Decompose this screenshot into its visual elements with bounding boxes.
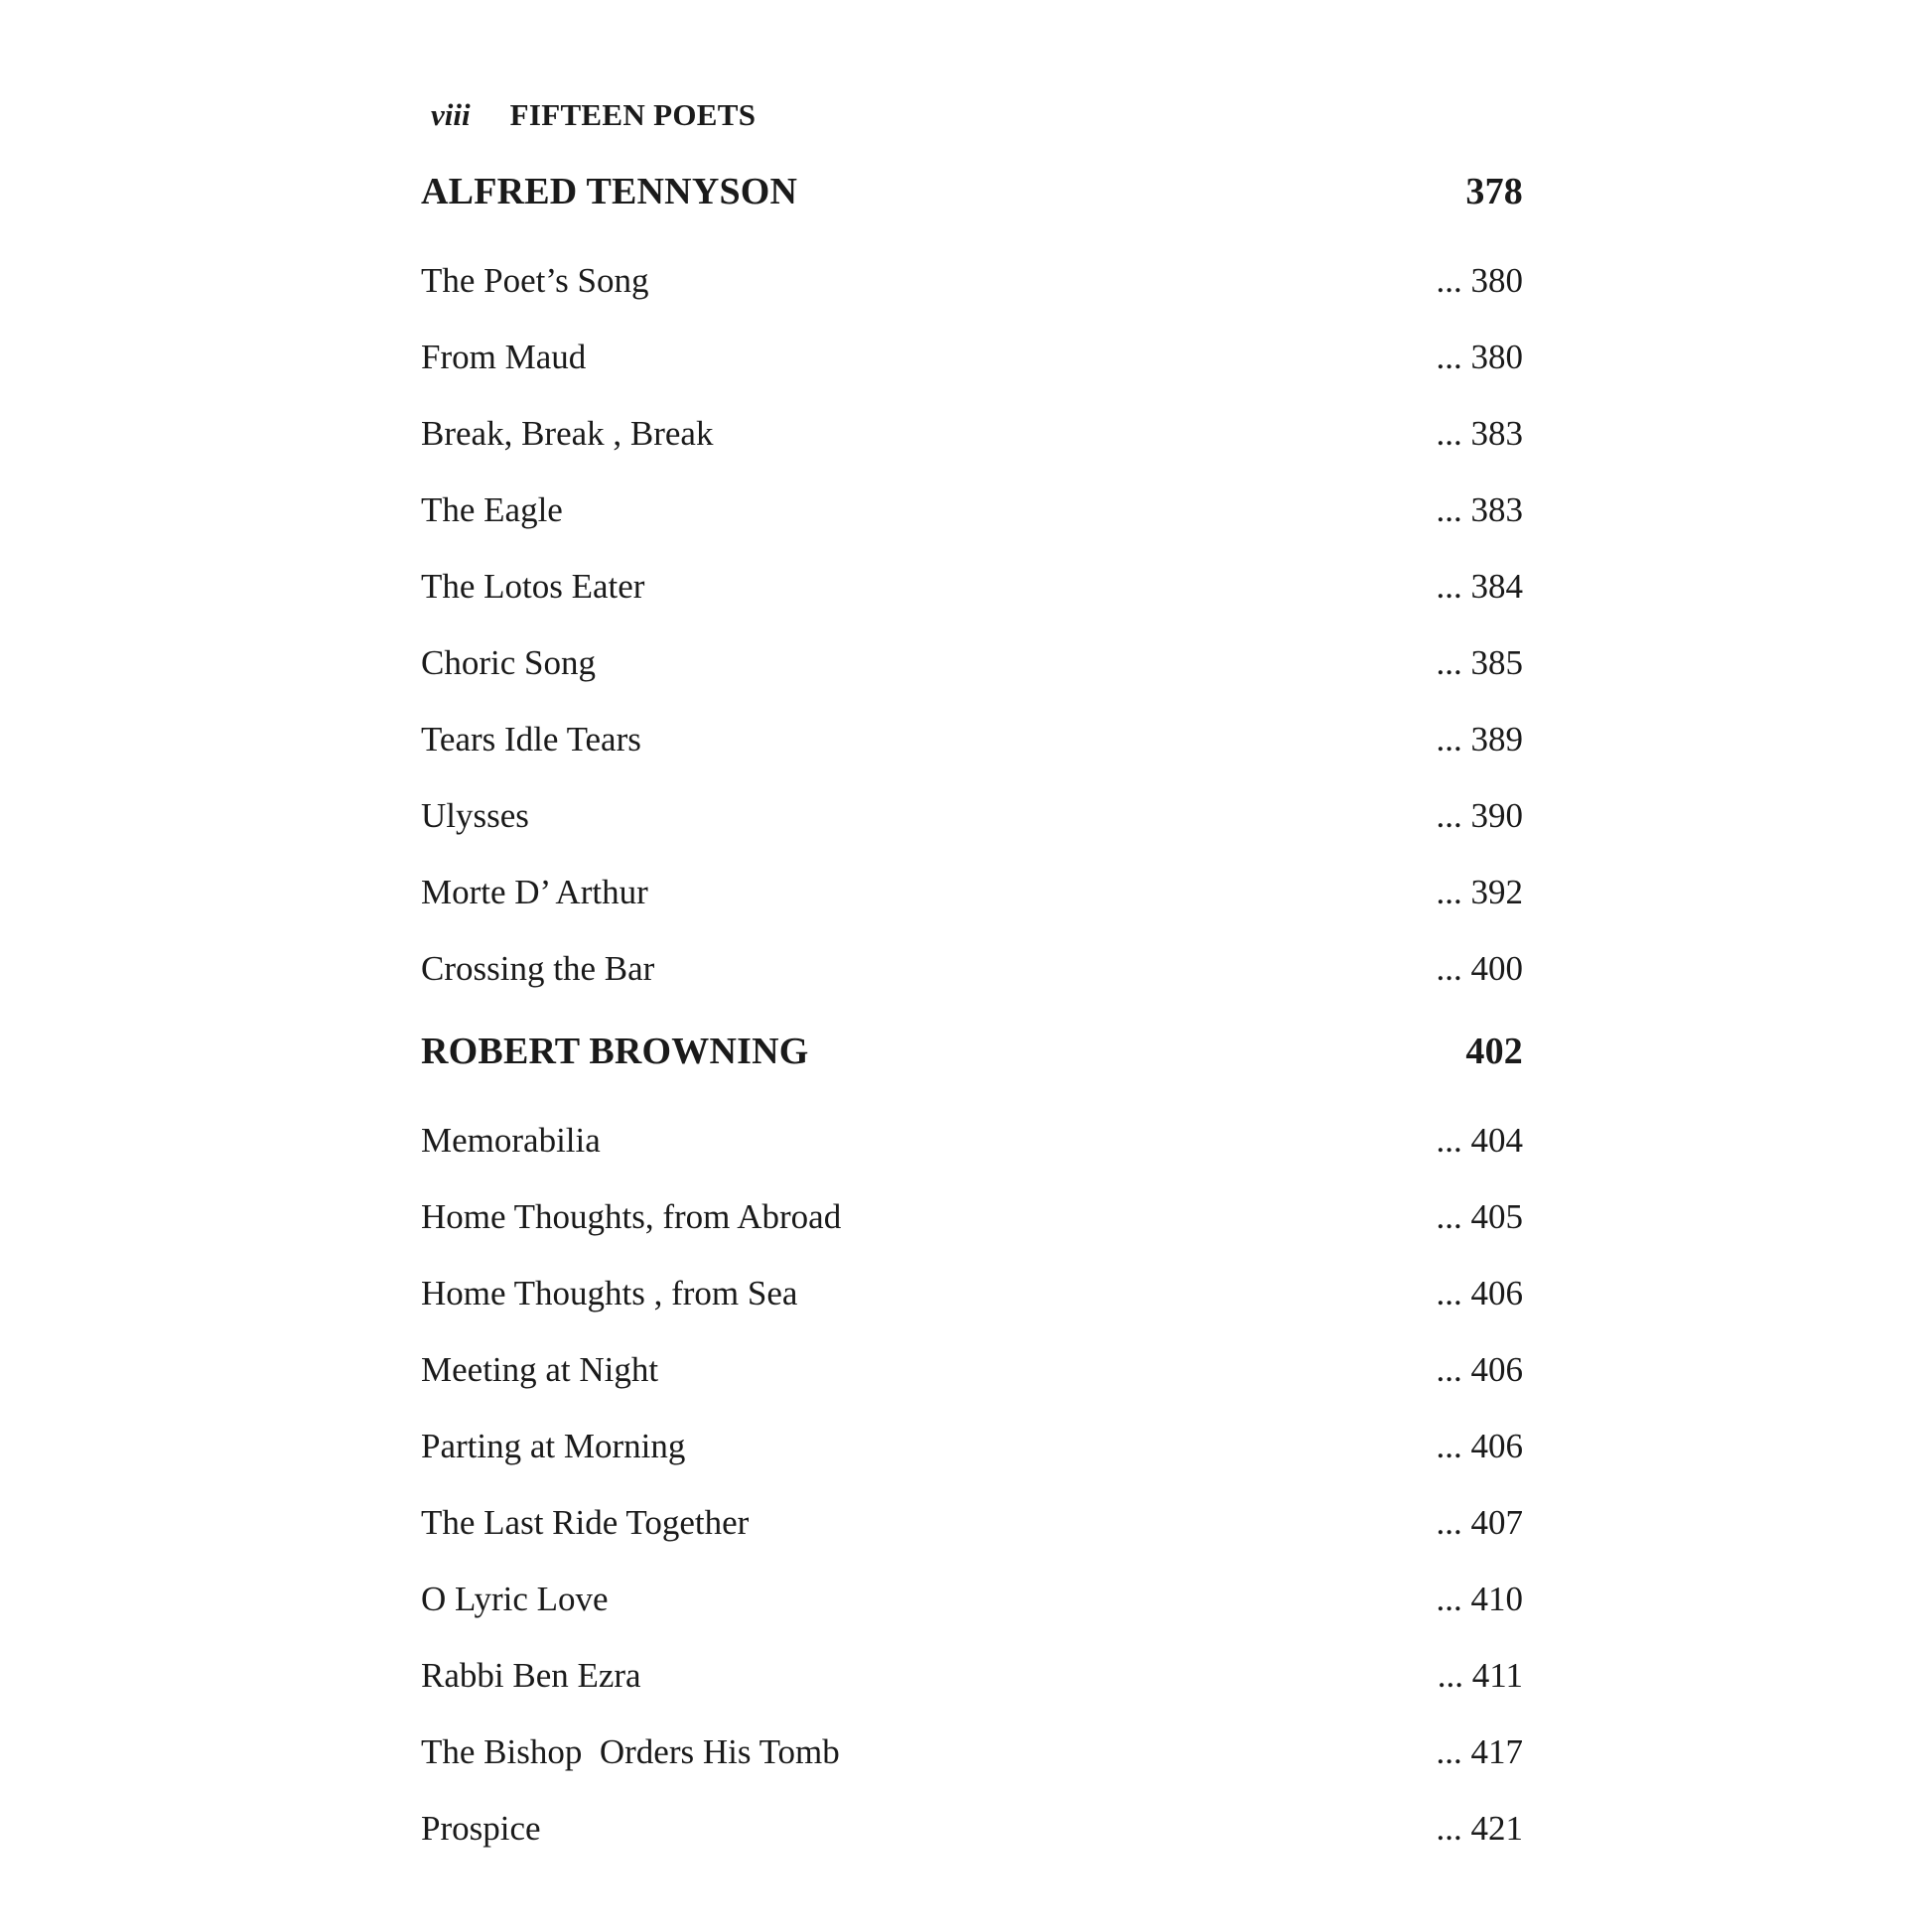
poem-page-number: ... 400 <box>1436 949 1523 988</box>
toc-entry <box>421 328 1523 377</box>
poem-title: The Poet’s Song <box>421 261 649 300</box>
toc-entry <box>421 404 1523 454</box>
poem-title: Home Thoughts , from Sea <box>421 1274 798 1312</box>
toc-entry <box>421 710 1523 759</box>
poem-page-number: ... 384 <box>1436 567 1523 606</box>
toc-entry <box>421 1570 1523 1619</box>
poem-title: Rabbi Ben Ezra <box>421 1656 641 1695</box>
poem-title: Home Thoughts, from Abroad <box>421 1197 842 1236</box>
toc-entry <box>421 786 1523 836</box>
poem-title: Prospice <box>421 1809 541 1848</box>
toc-entry <box>421 863 1523 912</box>
author-page-number: 402 <box>1465 1031 1523 1072</box>
toc-entry <box>421 1417 1523 1466</box>
poem-page-number: ... 411 <box>1437 1656 1523 1695</box>
toc-entry <box>421 481 1523 530</box>
poem-page-number: ... 404 <box>1436 1121 1523 1160</box>
section-heading-browning <box>421 1024 1523 1073</box>
poem-page-number: ... 406 <box>1436 1427 1523 1465</box>
author-page-number: 378 <box>1465 171 1523 212</box>
poem-page-number: ... 385 <box>1436 643 1523 682</box>
poem-page-number: ... 406 <box>1436 1350 1523 1389</box>
poem-title: Tears Idle Tears <box>421 720 641 759</box>
poem-page-number: ... 407 <box>1436 1503 1523 1542</box>
toc-entry <box>421 557 1523 607</box>
toc-entry <box>421 1493 1523 1543</box>
page-folio: viii <box>431 97 471 132</box>
poem-page-number: ... 383 <box>1436 490 1523 529</box>
poem-title: From Maud <box>421 338 587 376</box>
poem-page-number: ... 405 <box>1436 1197 1523 1236</box>
toc-entry <box>421 1264 1523 1313</box>
poem-page-number: ... 383 <box>1436 414 1523 453</box>
toc-entry <box>421 1799 1523 1849</box>
author-name: ALFRED TENNYSON <box>421 171 798 212</box>
toc-entry <box>421 1646 1523 1696</box>
poem-title: O Lyric Love <box>421 1580 609 1618</box>
running-head <box>431 97 756 137</box>
poem-title: Morte D’ Arthur <box>421 873 648 911</box>
poem-page-number: ... 417 <box>1436 1732 1523 1771</box>
poem-title: Memorabilia <box>421 1121 601 1160</box>
poem-page-number: ... 389 <box>1436 720 1523 759</box>
author-name: ROBERT BROWNING <box>421 1031 809 1072</box>
poem-page-number: ... 390 <box>1436 796 1523 835</box>
poem-title: The Eagle <box>421 490 563 529</box>
toc-entry <box>421 1111 1523 1161</box>
toc-entry <box>421 633 1523 683</box>
toc-entry <box>421 939 1523 989</box>
toc-entry <box>421 1723 1523 1772</box>
poem-title: Parting at Morning <box>421 1427 686 1465</box>
poem-title: Crossing the Bar <box>421 949 655 988</box>
toc-entry <box>421 1187 1523 1237</box>
poem-page-number: ... 392 <box>1436 873 1523 911</box>
poem-title: The Lotos Eater <box>421 567 645 606</box>
poem-title: Choric Song <box>421 643 596 682</box>
section-heading-tennyson <box>421 164 1523 213</box>
poem-title: Meeting at Night <box>421 1350 659 1389</box>
poem-title: The Bishop Orders His Tomb <box>421 1732 840 1771</box>
poem-title: Ulysses <box>421 796 529 835</box>
toc-entry <box>421 251 1523 301</box>
poem-page-number: ... 380 <box>1436 338 1523 376</box>
poem-page-number: ... 380 <box>1436 261 1523 300</box>
toc-entry <box>421 1340 1523 1390</box>
poem-page-number: ... 410 <box>1436 1580 1523 1618</box>
poem-title: The Last Ride Together <box>421 1503 750 1542</box>
book-title: FIFTEEN POETS <box>509 97 757 132</box>
poem-page-number: ... 421 <box>1436 1809 1523 1848</box>
poem-page-number: ... 406 <box>1436 1274 1523 1312</box>
poem-title: Break, Break , Break <box>421 414 714 453</box>
toc-page <box>421 0 1523 1932</box>
